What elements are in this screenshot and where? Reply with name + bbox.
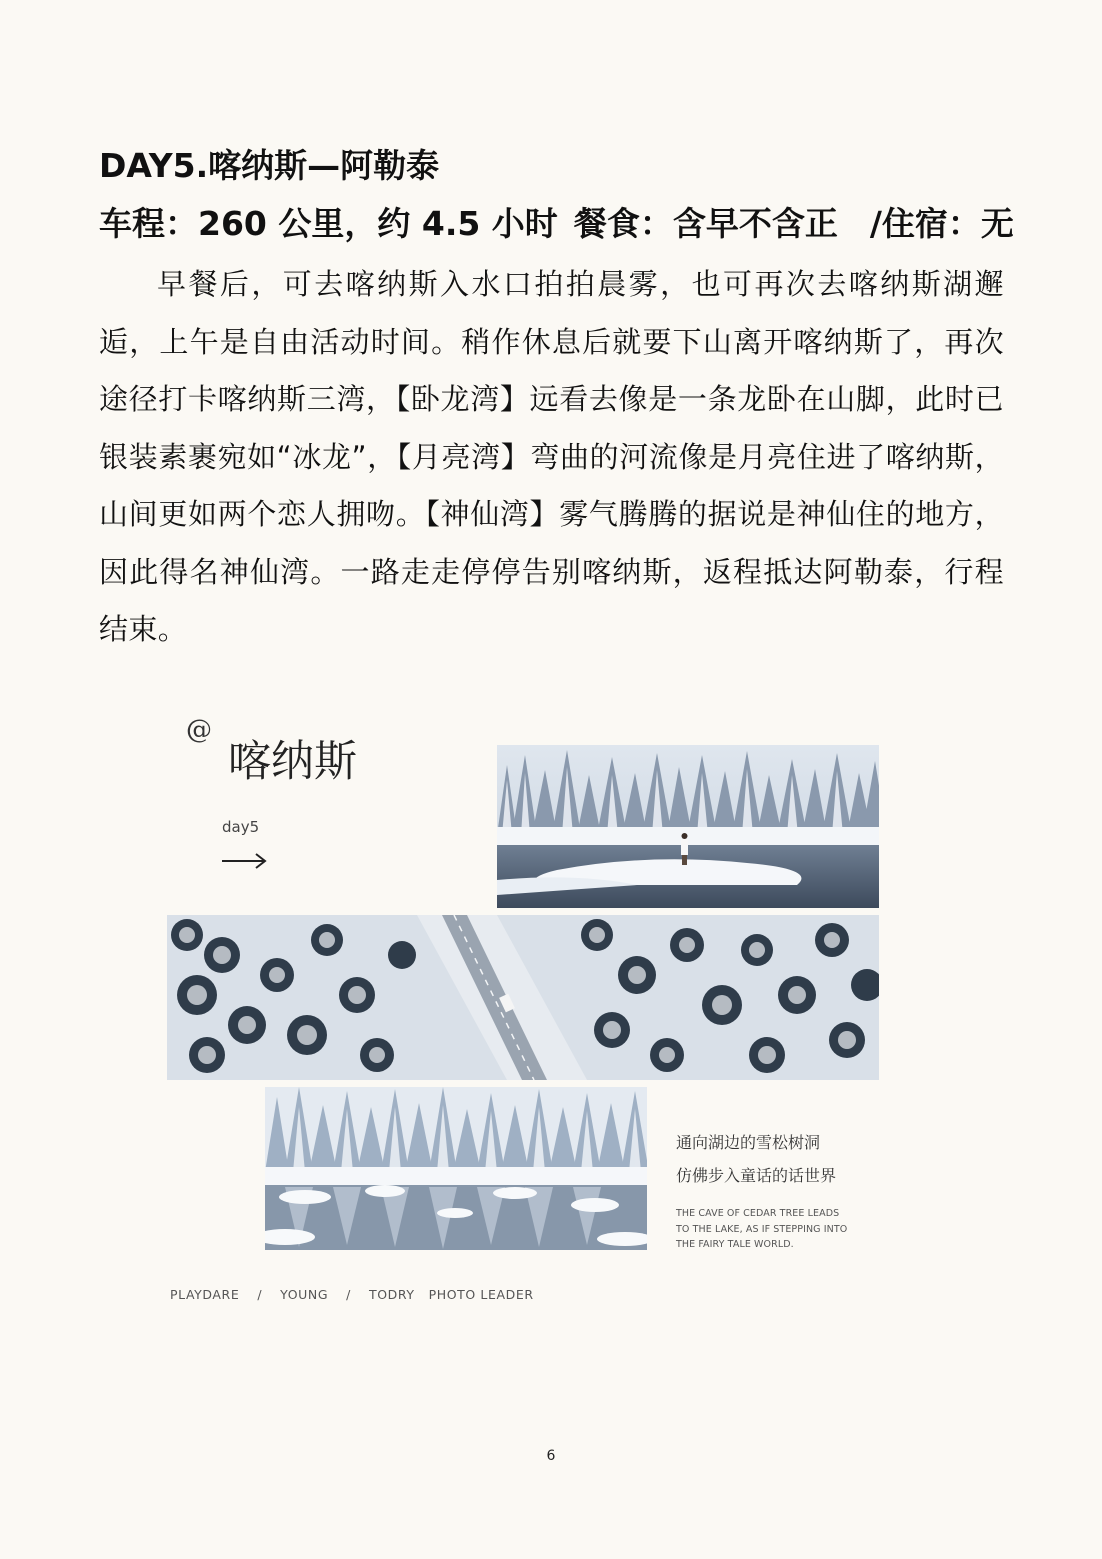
chinese-caption-line: 仿佛步入童话的话世界: [676, 1166, 837, 1185]
english-caption-line: THE CAVE OF CEDAR TREE LEADS: [676, 1208, 840, 1219]
chinese-caption: [676, 1126, 936, 1192]
credit-photo-leader: PHOTO LEADER: [428, 1287, 534, 1302]
credit-playdare: PLAYDARE: [170, 1287, 240, 1302]
meals-info: 餐食：含早不含正: [573, 204, 838, 243]
credit-young: YOUNG: [280, 1287, 329, 1302]
english-caption-line: THE FAIRY TALE WORLD.: [676, 1239, 794, 1250]
credit-separator: /: [346, 1287, 351, 1302]
place-title: 喀纳斯: [228, 737, 357, 787]
itinerary-paragraph: 早餐后，可去喀纳斯入水口拍拍晨雾，也可再次去喀纳斯湖邂逅，上午是自由活动时间。稍作休息后就要下山离开喀纳斯了，再次途径打卡喀纳斯三湾，【卧龙湾】远看去像是一条龙卧在山脚，此时已银装素裹宛如“冰龙”，【月亮湾】弯曲的河流像是月亮住进了喀纳斯，山间更如两个恋人拥吻。【神仙湾】雾气腾腾的据说是神仙住的地方，因此得名神仙湾。一路走走停停告别喀纳斯，返程抵达阿勒泰，行程结束。: [99, 267, 1004, 646]
distance-info: 车程：260 公里，约 4.5 小时: [99, 204, 558, 243]
day-label: day5: [222, 818, 260, 836]
photo-snowy-riverbank: [497, 745, 879, 908]
credit-separator: /: [257, 1287, 263, 1302]
page-number: 6: [546, 1448, 556, 1464]
chinese-caption-line: 通向湖边的雪松树洞: [676, 1133, 821, 1152]
credit-todry: TODRY: [368, 1287, 415, 1302]
arrow-right-icon: [220, 850, 268, 872]
at-symbol: @: [186, 715, 212, 745]
photo-aerial-forest-road: [167, 915, 879, 1080]
trip-info-line: [99, 198, 1014, 245]
day-title: DAY5.喀纳斯—阿勒泰: [99, 146, 440, 185]
lodging-info: /住宿：无: [869, 204, 1014, 243]
english-caption-line: TO THE LAKE, AS IF STEPPING INTO: [676, 1223, 848, 1235]
photo-credits: [170, 1287, 534, 1302]
photo-snowy-lake: [265, 1087, 647, 1250]
english-caption: [676, 1206, 916, 1253]
